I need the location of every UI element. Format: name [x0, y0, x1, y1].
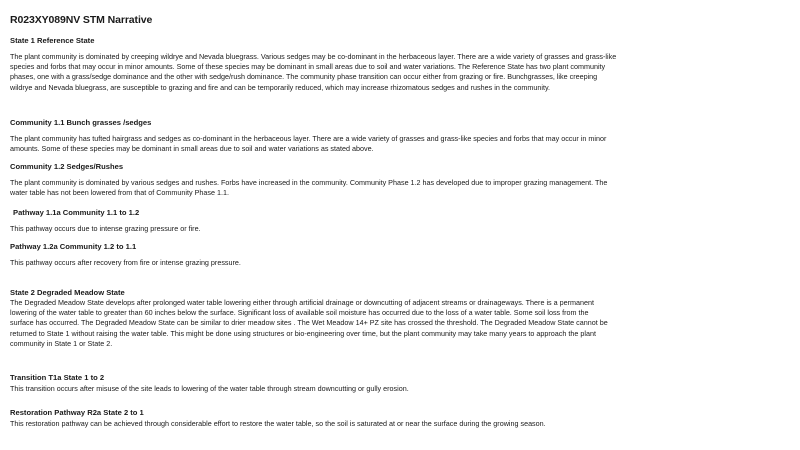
section-paragraph: This restoration pathway can be achieved through considerable effort to restore the water table, so the soil is saturated at or near the surface during the growing season. [10, 419, 546, 428]
section-paragraph: This pathway occurs due to intense grazing pressure or fire. [10, 224, 201, 233]
section-heading: Community 1.2 Sedges/Rushes [10, 162, 124, 171]
section-heading: State 2 Degraded Meadow State [10, 288, 125, 297]
section-paragraph: The Degraded Meadow State develops after prolonged water table lowering either through artificial drainage or downcutting of adjacent streams or drainageways. There is a permanent lowering of the water table to greater than 60 inches below the surface. Significant loss of available soil moisture has occurred due to the loss of a water table. Some soil loss from the surface has occurred. The Degraded Meadow State can be similar to drier meadow sites . The Wet Meadow 14+ PZ site has crossed the threshold. The Degraded Meadow State cannot be returned to State 1 without raising the water table. This might be done using structures or bio-engineering over time, but the plant community may take many years to approach the plant community in State 1 or State 2. [10, 298, 608, 348]
section-heading: Community 1.1 Bunch grasses /sedges [10, 118, 152, 127]
section-heading: Restoration Pathway R2a State 2 to 1 [10, 408, 144, 417]
section-heading: Pathway 1.1a Community 1.1 to 1.2 [13, 208, 140, 217]
section-paragraph: This transition occurs after misuse of the site leads to lowering of the water table through stream downcutting or gully erosion. [10, 384, 409, 393]
section-heading: State 1 Reference State [10, 36, 95, 45]
section-heading: Pathway 1.2a Community 1.2 to 1.1 [10, 242, 137, 251]
section-paragraph: The plant community is dominated by creeping wildrye and Nevada bluegrass. Various sedges may be co-dominant in the herbaceous layer. There are a wide variety of grasses and grass-like species and forbs that may occur in minor amounts. Some of these species may be dominant in small areas due to soil and water variations. The Reference State has two plant community phases, one with a grass/sedge dominance and the other with sedge/rush dominance. The community phase transition can occur either from grazing or fire. Bunchgrasses, like creeping wildrye and Nevada bluegrass, are susceptible to grazing and fire and can be temporarily reduced, which may increase rhizomatous sedges and rushes in the community. [10, 52, 617, 92]
section-heading: Transition T1a State 1 to 2 [10, 373, 105, 382]
section-paragraph: The plant community has tufted hairgrass and sedges as co-dominant in the herbaceous layer. There are a wide variety of grasses and grass-like species and forbs that may occur in minor amounts. Some of these species may be dominant in small areas due to soil and water variations as stated above. [10, 134, 607, 154]
document-title: R023XY089NV STM Narrative [10, 14, 153, 26]
section-paragraph: The plant community is dominated by various sedges and rushes. Forbs have increased in the community. Community Phase 1.2 has developed due to improper grazing management. The water table has not been lowered from that of Community Phase 1.1. [10, 178, 608, 198]
section-paragraph: This pathway occurs after recovery from fire or intense grazing pressure. [10, 258, 241, 267]
